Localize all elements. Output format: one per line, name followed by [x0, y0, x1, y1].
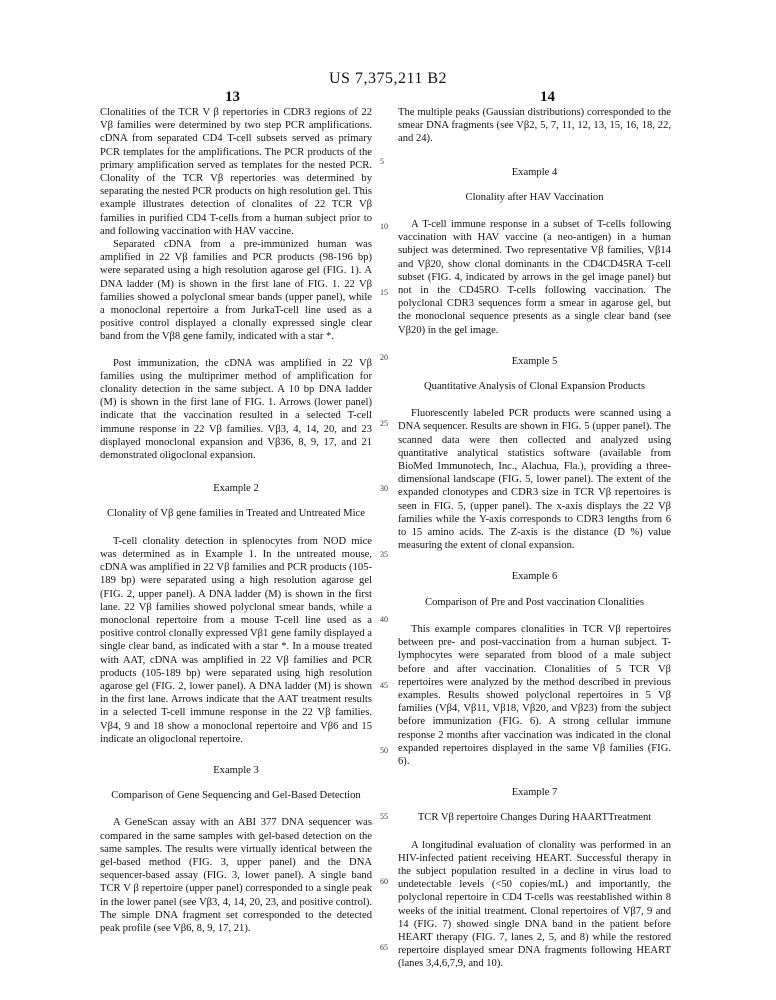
- example-heading: Example 2: [213, 483, 259, 495]
- line-number: 65: [380, 943, 388, 952]
- line-number: 5: [380, 157, 384, 166]
- line-number: 40: [380, 615, 388, 624]
- right-column: [398, 106, 671, 971]
- example-subheading: Clonality of Vβ gene families in Treated and Untreated Mice: [107, 508, 365, 520]
- paragraph: Fluorescently labeled PCR products were scanned using a DNA sequencer. Results are shown in FIG. 5 (upper panel). The scanned data were then collected and analyzed using quantitative analytical statistics software (available from BioMed Immunotech, Inc., Alachua, Fla.), providing a three-dimensional landscape (FIG. 5, lower panel). The extent of the expanded clonotypes and CDR3 size in TCR Vβ repertoires is seen in FIG. 5, (upper panel). The x-axis displays the 22 Vβ families while the Y-axis corresponds to CDR3 lengths from 6 to 15 amino acids. The Z-axis is the distance (D %) value measuring the extent of clonal expansion.: [398, 408, 671, 552]
- line-number: 60: [380, 877, 388, 886]
- paragraph: Post immunization, the cDNA was amplified in 22 Vβ families using the multiprimer method of amplification for clonality detection in the same subject. A 10 bp DNA ladder (M) is shown in the first lane of FIG. 1. Arrows (lower panel) indicate that the vaccination resulted in a selected T-cell immune response in 22 Vβ families. Vβ3, 4, 14, 20, and 23 displayed monoclonal expansion and Vβ36, 8, 9, 17, and 21 demonstrated oligoclonal expansion.: [100, 357, 372, 462]
- paragraph: The multiple peaks (Gaussian distributions) corresponded to the smear DNA fragments (see Vβ2, 5, 7, 11, 12, 13, 15, 16, 18, 22, and 24).: [398, 107, 671, 145]
- paragraph: T-cell clonality detection in splenocytes from NOD mice was determined as in Example 1. In the untreated mouse, cDNA was amplified in 22 Vβ families and PCR products (105-189 bp) were separated using a high resolution agarose gel (FIG. 2, upper panel). A DNA ladder (M) is shown in the first lane. 22 Vβ families showed polyclonal smear bands, while a monoclonal repertoire from a mouse T-cell line used as a positive control clonally expressed Vβ1 gene family displayed a single clear band, as indicated with a star *. In a mouse treated with AAT, cDNA was amplified in 22 Vβ families and PCR products (105-189 bp) were separated using high resolution agarose gel (FIG. 2, lower panel). A DNA ladder (M) is shown in the first lane. Arrows indicate that the AAT treatment results in a selected T-cell immune response in the 22 Vβ families. Vβ4, 9 and 18 show a monoclonal repertoire and Vβ6 and 15 indicate an oligoclonal repertoire.: [100, 535, 372, 745]
- line-number: 55: [380, 812, 388, 821]
- example-subheading: Comparison of Pre and Post vaccination Clonalities: [425, 596, 644, 608]
- line-number: 45: [380, 681, 388, 690]
- page-number-left: 13: [225, 89, 240, 105]
- paragraph: Clonalities of the TCR V β repertories in CDR3 regions of 22 Vβ families were determined by two step PCR amplifications. cDNA from separated CD4 T-cell subsets served as primary PCR templates for the amplifications. The PCR products of the primary amplification served as templates for the nested PCR. Clonality of the TCR Vβ repertories was determined by separating the nested PCR products on high resolution gel. This example illustrates detection of clonalites of 22 TCR Vβ families in purified CD4 T-cells from a human subject prior to and following vaccination with HAV vaccine.: [100, 107, 372, 237]
- page-number-right: 14: [540, 89, 555, 105]
- example-subheading: Clonality after HAV Vaccination: [465, 191, 604, 203]
- line-number: 50: [380, 746, 388, 755]
- paragraph: A GeneScan assay with an ABI 377 DNA sequencer was compared in the same samples with gel-based detection on the same samples. The results were virtually identical between the gel-based method (FIG. 3, upper panel) and the DNA sequencer-based assay (FIG. 3, lower panel). A single band TCR V β repertoire (upper panel) corresponded to a single peak in the lower panel (see Vβ3, 4, 14, 20, 23, and positive control). The simple DNA fragment set corresponded to the detected peak profile (see Vβ6, 8, 9, 17, 21).: [100, 817, 372, 934]
- line-number: 30: [380, 484, 388, 493]
- line-number: 15: [380, 288, 388, 297]
- line-number: 10: [380, 222, 388, 231]
- example-subheading: Quantitative Analysis of Clonal Expansion Products: [424, 381, 645, 393]
- paragraph: Separated cDNA from a pre-immunized human was amplified in 22 Vβ families and PCR products (98-196 bp) were separated using a high resolution agarose gel (FIG. 1). A DNA ladder (M) is shown in the first lane of FIG. 1. 22 Vβ families showed a polyclonal smear bands (upper panel), while a monoclonal repertoire a from JurkaT-cell line used as a positive control displayed a clonally expressed single clear band from the Vβ8 gene family, indicated with a star *.: [100, 239, 372, 343]
- paragraph: A T-cell immune response in a subset of T-cells following vaccination with HAV vaccine (a neo-antigen) in a human subject was determined. Two representative Vβ families, Vβ14 and Vβ20, show clonal dominants in the CD4CD45RA T-cell subset (FIG. 4, indicated by arrows in the gel image panel) but not in the CD45RO T-cells following vaccination. The polyclonal CDR3 sequences form a smear in agarose gel, but the monoclonal sequence presents as a single clear band (see Vβ20) in the gel image.: [398, 219, 671, 336]
- paragraph: A longitudinal evaluation of clonality was performed in an HIV-infected patient receiving HEART. Successful therapy in the subject population resulted in a decline in virus load to undetectable levels (<50 copies/mL) and importantly, the polyclonal repertoire in CD4 T-cells was reestablished within 8 weeks of the initial treatment. Clonal repertoires of Vβ7, 9 and 14 (FIG. 7) showed single DNA band in the patient before HEART therapy (FIG. 7, lanes 2, 5, and 8) while the restored repertoire displayed smear DNA fragments following HEART (lanes 3,4,6,7,9, and 10).: [398, 839, 671, 970]
- line-number: 20: [380, 353, 388, 362]
- example-subheading: TCR Vβ repertoire Changes During HAARTTreatment: [417, 812, 652, 824]
- example-heading: Example 4: [511, 166, 558, 178]
- left-column: [100, 106, 372, 935]
- line-number: 25: [380, 419, 388, 428]
- example-subheading: Comparison of Gene Sequencing and Gel-Based Detection: [111, 790, 361, 802]
- example-heading: Example 3: [213, 764, 259, 776]
- patent-number: US 7,375,211 B2: [328, 70, 448, 87]
- example-heading: Example 6: [511, 571, 558, 583]
- example-heading: Example 7: [511, 787, 558, 799]
- example-heading: Example 5: [511, 355, 558, 367]
- paragraph: This example compares clonalities in TCR Vβ repertoires between pre- and post-vaccination from a human subject. T-lymphocytes were separated from blood of a male subject before and after vaccination. Clonalities of 5 TCR Vβ repertoires were analyzed by the method described in previous examples. Results showed polyclonal repertoires in 5 Vβ families (Vβ4, Vβ11, Vβ18, Vβ20, and Vβ23) from the subject before immunization (FIG. 6). A strong cellular immune response 2 months after vaccination was indicated in the clonal expanded repertoires displayed in the same Vβ families (FIG. 6).: [398, 623, 671, 767]
- line-number: 35: [380, 550, 388, 559]
